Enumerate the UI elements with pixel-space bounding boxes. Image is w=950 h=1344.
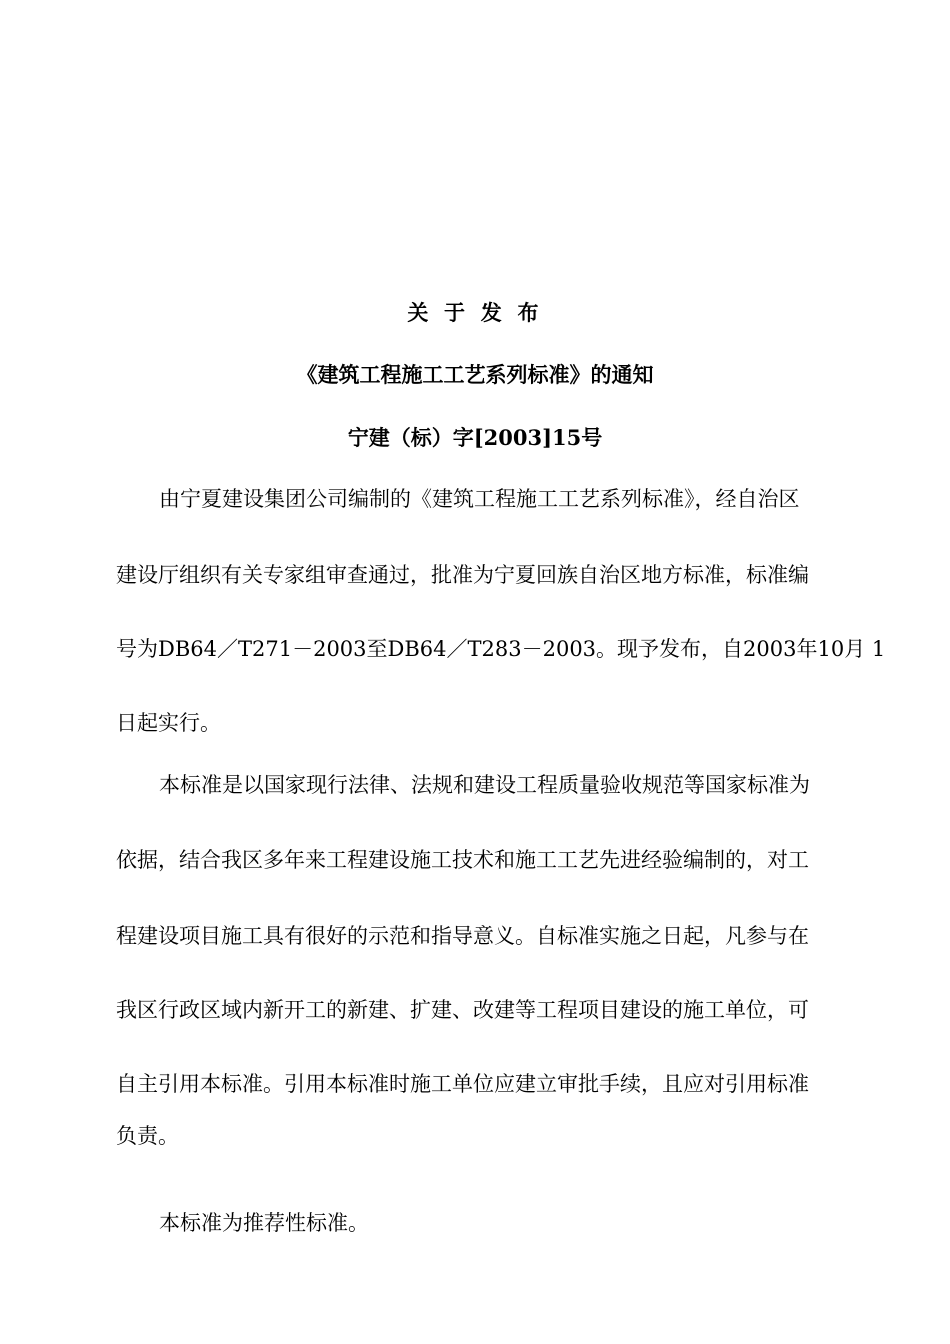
document-number: 宁建（标）字[2003]15号 <box>347 425 603 450</box>
paragraph-line: 本标准为推荐性标准。 <box>159 1211 369 1235</box>
notice-title-line1: 关 于 发 布 <box>407 300 543 325</box>
paragraph-line: 程建设项目施工具有很好的示范和指导意义。自标准实施之日起，凡参与在 <box>116 924 809 948</box>
paragraph-line: 日起实行。 <box>116 711 221 735</box>
paragraph-line: 自主引用本标准。引用本标准时施工单位应建立审批手续，且应对引用标准 <box>116 1072 809 1096</box>
paragraph-line: 号为DB64／T271－2003至DB64／T283－2003。现予发布，自2003年10月 1 <box>116 637 886 661</box>
paragraph-line: 本标准是以国家现行法律、法规和建设工程质量验收规范等国家标准为 <box>159 773 810 797</box>
paragraph-line: 建设厅组织有关专家组审查通过，批准为宁夏回族自治区地方标准，标准编 <box>116 563 809 587</box>
paragraph-line: 由宁夏建设集团公司编制的《建筑工程施工工艺系列标准》，经自治区 <box>159 487 800 511</box>
paragraph-line: 负责。 <box>116 1124 179 1148</box>
paragraph-line: 我区行政区域内新开工的新建、扩建、改建等工程项目建设的施工单位，可 <box>116 998 809 1022</box>
notice-title-line2: 《建筑工程施工工艺系列标准》的通知 <box>296 362 654 387</box>
paragraph-line: 依据，结合我区多年来工程建设施工技术和施工工艺先进经验编制的，对工 <box>116 848 809 872</box>
